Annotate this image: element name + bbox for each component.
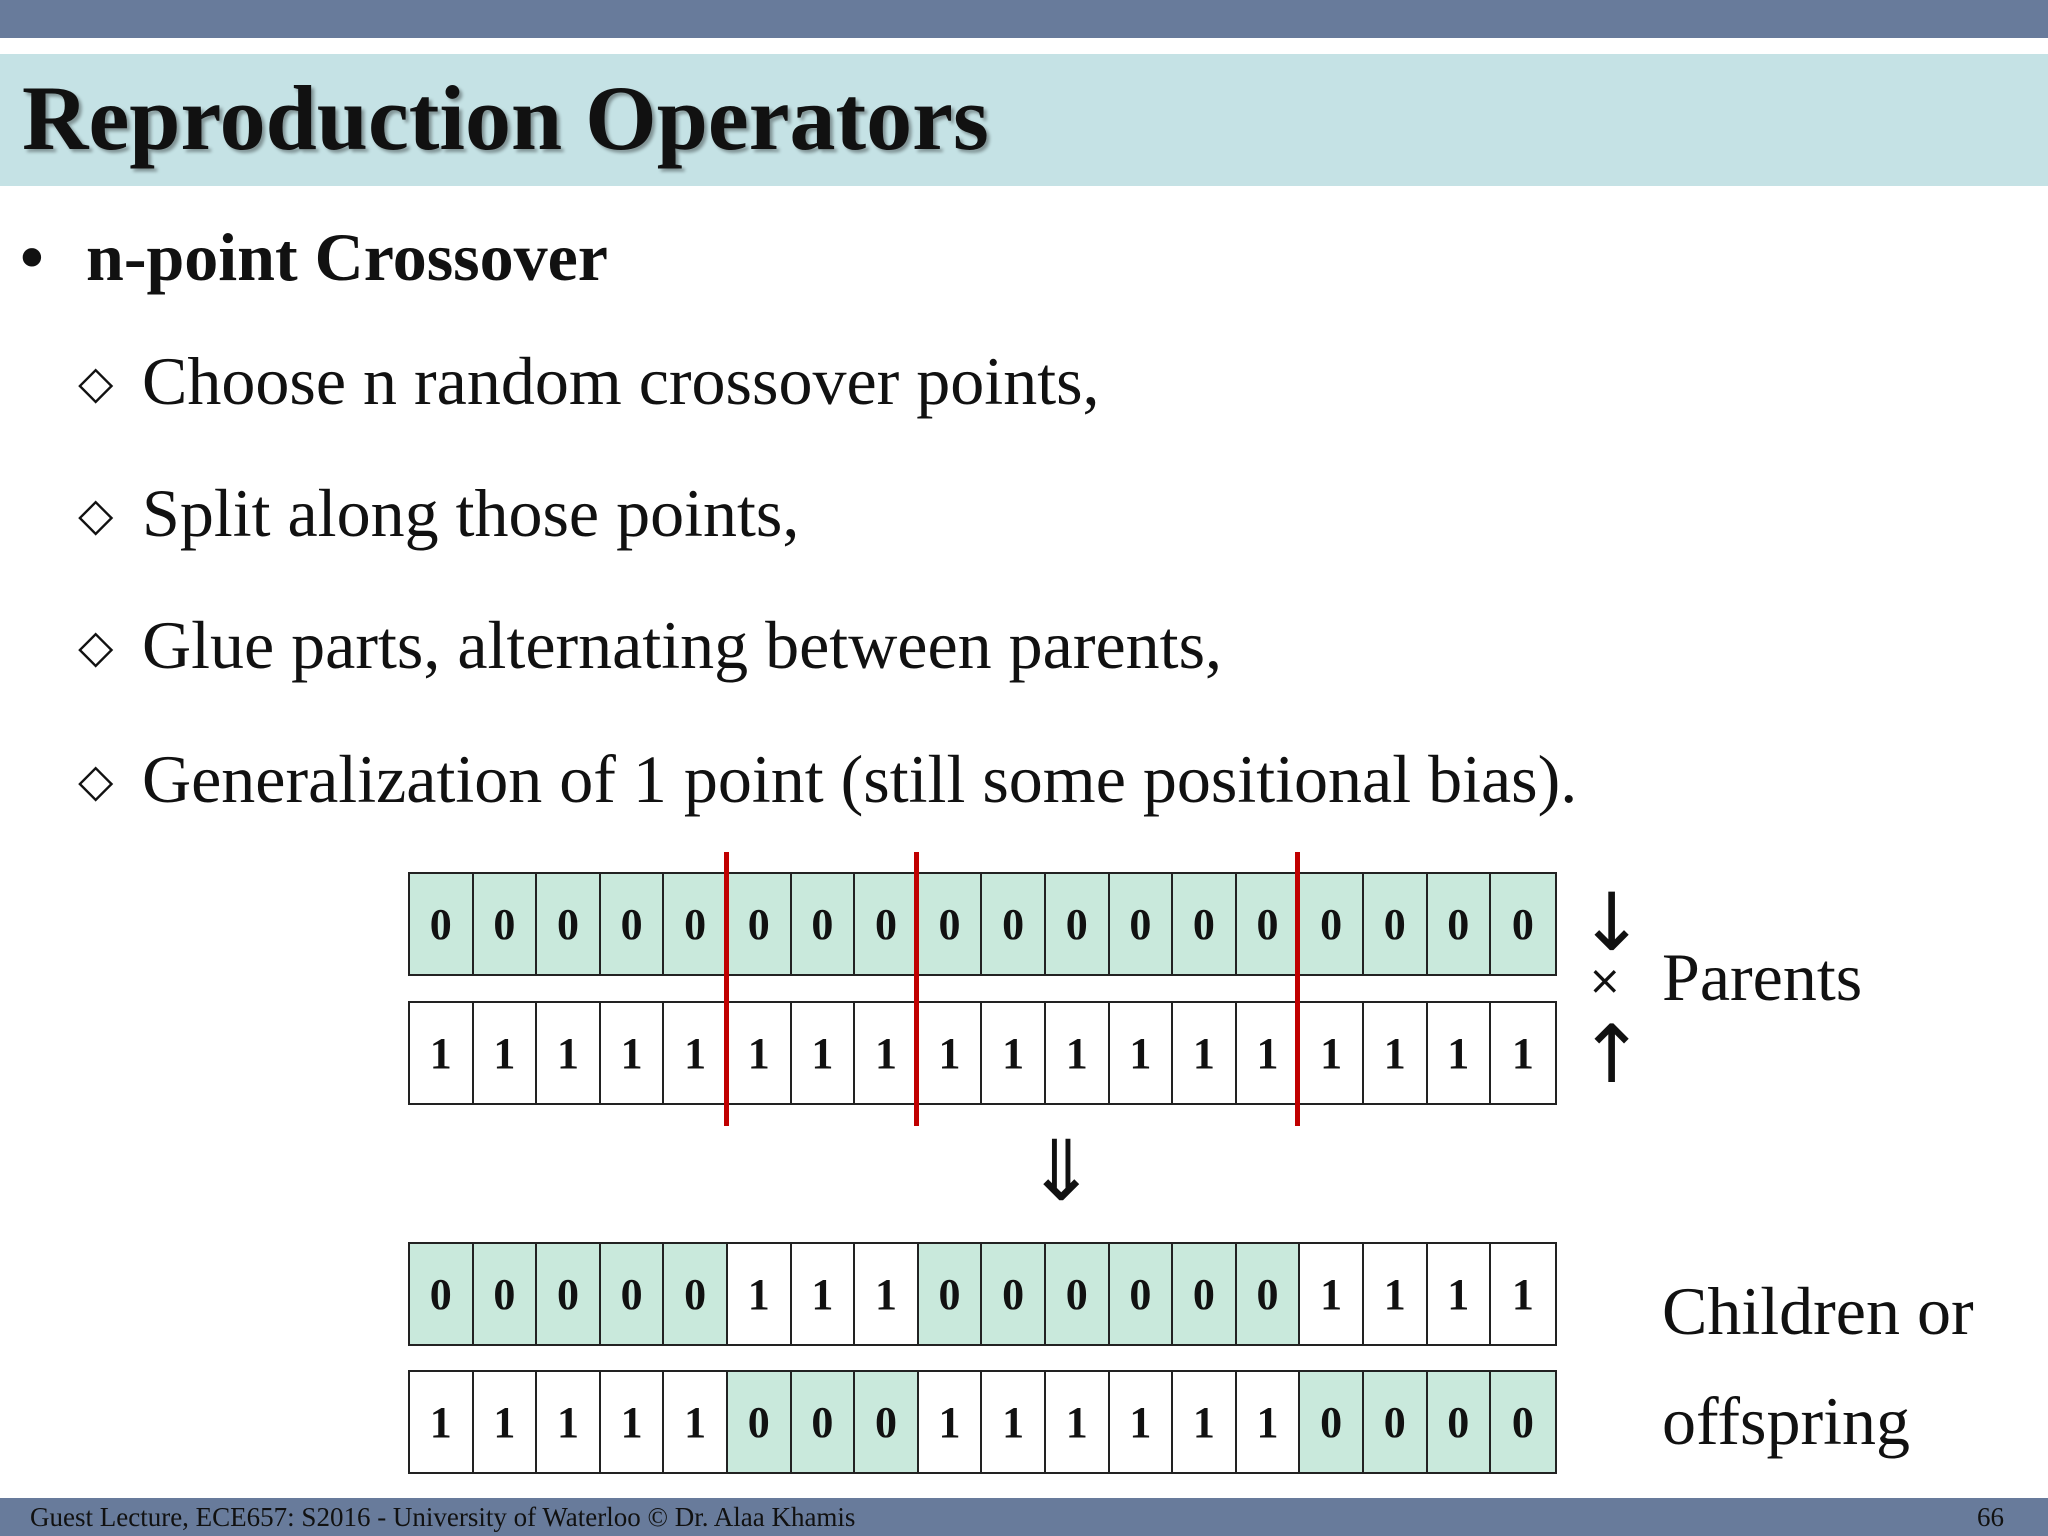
gene-cell: 0: [1364, 1372, 1428, 1472]
cross-icon: ×: [1588, 958, 1622, 1004]
sub-item-text: Glue parts, alternating between parents,: [142, 607, 1223, 683]
gene-cell: 1: [1110, 1372, 1174, 1472]
bullet-dot: •: [20, 219, 44, 295]
gene-cell: 1: [855, 1244, 919, 1344]
gene-cell: 1: [474, 1003, 538, 1103]
gene-cell: 1: [1046, 1372, 1110, 1472]
parent-2-chromosome: [408, 1001, 1557, 1105]
sub-item: [78, 740, 1577, 819]
gene-cell: 0: [855, 1372, 919, 1472]
gene-cell: 0: [410, 874, 474, 974]
gene-cell: 1: [919, 1372, 983, 1472]
gene-cell: 1: [982, 1003, 1046, 1103]
gene-cell: 0: [1237, 874, 1301, 974]
crossover-point-line: [724, 852, 729, 1126]
gene-cell: 1: [1110, 1003, 1174, 1103]
offspring-label: offspring: [1662, 1383, 1911, 1459]
gene-cell: 1: [792, 1003, 856, 1103]
gene-cell: 1: [410, 1372, 474, 1472]
gene-cell: 0: [601, 874, 665, 974]
gene-cell: 1: [1300, 1003, 1364, 1103]
slide-title: Reproduction Operators: [22, 67, 989, 169]
gene-cell: 1: [1237, 1372, 1301, 1472]
gene-cell: 0: [1110, 874, 1174, 974]
gene-cell: 0: [1110, 1244, 1174, 1344]
gene-cell: 0: [537, 874, 601, 974]
gene-cell: 1: [1428, 1244, 1492, 1344]
footer-text: Guest Lecture, ECE657: S2016 - University of Waterloo © Dr. Alaa Khamis: [30, 1502, 856, 1532]
gene-cell: 1: [601, 1003, 665, 1103]
gene-cell: 0: [1173, 874, 1237, 974]
gene-cell: 0: [1300, 874, 1364, 974]
main-bullet: [20, 218, 608, 297]
gene-cell: 1: [664, 1003, 728, 1103]
parent-1-chromosome: [408, 872, 1557, 976]
gene-cell: 0: [1300, 1372, 1364, 1472]
children-label: Children or: [1662, 1273, 1974, 1349]
gene-cell: 1: [1364, 1003, 1428, 1103]
child-1-chromosome: [408, 1242, 1557, 1346]
gene-cell: 1: [1300, 1244, 1364, 1344]
gene-cell: 1: [537, 1372, 601, 1472]
gene-cell: 1: [1237, 1003, 1301, 1103]
gene-cell: 0: [1428, 1372, 1492, 1472]
gene-cell: 0: [1237, 1244, 1301, 1344]
diamond-icon: ◇: [78, 621, 114, 673]
gene-cell: 0: [1491, 874, 1555, 974]
gene-cell: 0: [537, 1244, 601, 1344]
sub-item: [78, 474, 799, 553]
double-arrow-down-icon: ⇓: [1026, 1122, 1097, 1220]
top-bar: [0, 0, 2048, 38]
child-2-chromosome: [408, 1370, 1557, 1474]
arrow-up-icon: ↑: [1578, 1008, 1646, 1101]
gene-cell: 0: [855, 874, 919, 974]
gene-cell: 1: [474, 1372, 538, 1472]
gene-cell: 0: [728, 1372, 792, 1472]
gene-cell: 0: [601, 1244, 665, 1344]
gene-cell: 1: [855, 1003, 919, 1103]
gene-cell: 1: [919, 1003, 983, 1103]
gene-cell: 0: [1491, 1372, 1555, 1472]
gene-cell: 0: [982, 874, 1046, 974]
gene-cell: 0: [1046, 1244, 1110, 1344]
gene-cell: 1: [1173, 1372, 1237, 1472]
diamond-icon: ◇: [78, 755, 114, 807]
gene-cell: 0: [1173, 1244, 1237, 1344]
gene-cell: 0: [664, 874, 728, 974]
gene-cell: 1: [728, 1244, 792, 1344]
gene-cell: 0: [474, 874, 538, 974]
gene-cell: 0: [474, 1244, 538, 1344]
gene-cell: 0: [1046, 874, 1110, 974]
gene-cell: 0: [792, 874, 856, 974]
gene-cell: 0: [792, 1372, 856, 1472]
page-number: 66: [1977, 1502, 2004, 1532]
gene-cell: 1: [728, 1003, 792, 1103]
gene-cell: 1: [1511, 1028, 1534, 1078]
gene-cell: 0: [728, 874, 792, 974]
arrow-down-icon: ↓: [1578, 876, 1646, 969]
sub-item-text: Generalization of 1 point (still some positional bias).: [142, 741, 1578, 817]
gene-cell: 1: [792, 1244, 856, 1344]
gene-cell: 0: [1364, 874, 1428, 974]
gene-cell: 1: [537, 1003, 601, 1103]
gene-cell: 0: [982, 1244, 1046, 1344]
gene-cell: 1: [1364, 1244, 1428, 1344]
gene-cell: 1: [982, 1372, 1046, 1472]
sub-item-text: Split along those points,: [142, 475, 800, 551]
gene-cell: 1: [601, 1372, 665, 1472]
sub-item: [78, 342, 1100, 421]
gene-cell: 1: [1173, 1003, 1237, 1103]
crossover-point-line: [914, 852, 919, 1126]
gene-cell: 0: [1428, 874, 1492, 974]
gene-cell: 1: [1046, 1003, 1110, 1103]
sub-item: [78, 606, 1222, 685]
crossover-point-line: [1295, 852, 1300, 1126]
gene-cell: 0: [664, 1244, 728, 1344]
parents-label: Parents: [1662, 939, 1863, 1015]
gene-cell: 0: [919, 1244, 983, 1344]
gene-cell: 0: [410, 1244, 474, 1344]
gene-cell: 1: [410, 1003, 474, 1103]
gene-cell: 1: [1428, 1003, 1492, 1103]
gene-cell: 1: [664, 1372, 728, 1472]
main-bullet-text: n-point Crossover: [86, 219, 608, 295]
gene-cell: 0: [919, 874, 983, 974]
diamond-icon: ◇: [78, 489, 114, 541]
gene-cell: 1: [1511, 1269, 1534, 1319]
diamond-icon: ◇: [78, 357, 114, 409]
sub-item-text: Choose n random crossover points,: [142, 343, 1100, 419]
